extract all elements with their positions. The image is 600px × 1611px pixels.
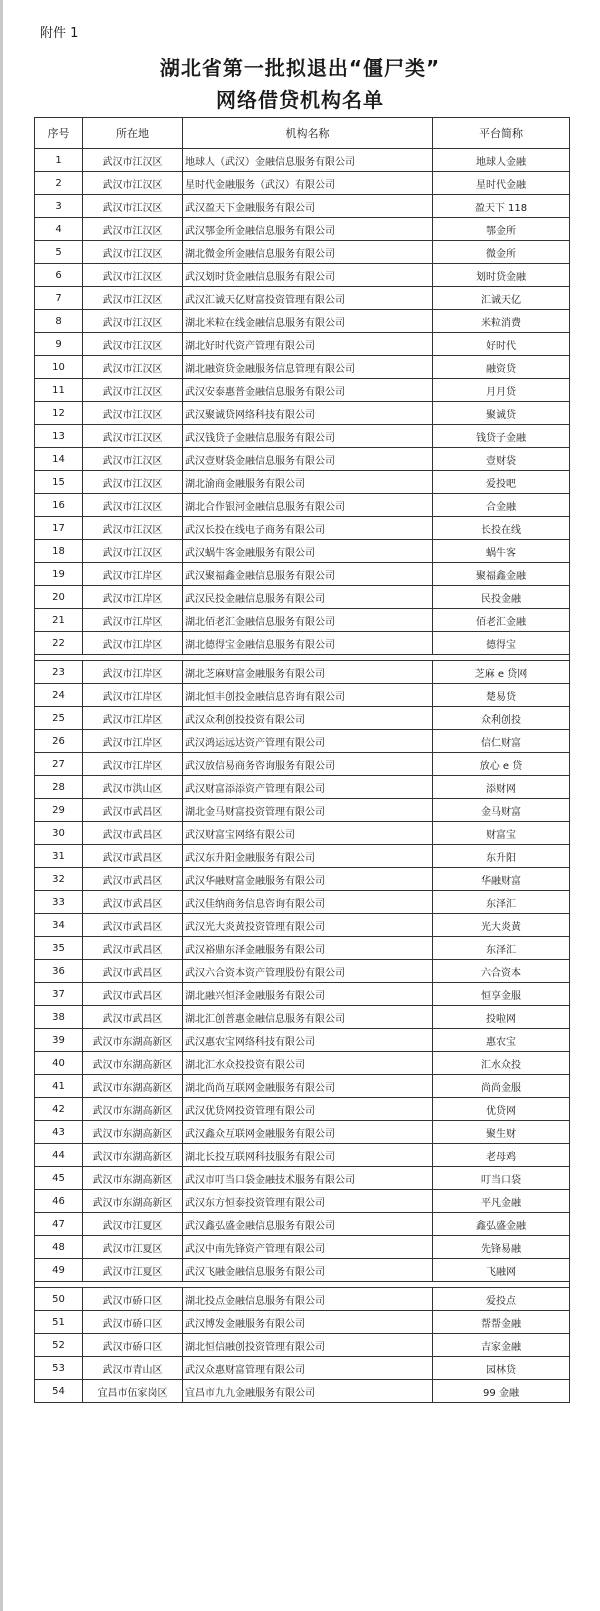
cell-location: 武汉市江岸区 <box>83 609 183 632</box>
cell-index: 45 <box>35 1167 83 1190</box>
cell-platform-short-name: 吉家金融 <box>433 1334 570 1357</box>
cell-institution-name: 湖北佰老汇金融信息服务有限公司 <box>183 609 433 632</box>
cell-institution-name: 地球人（武汉）金融信息服务有限公司 <box>183 149 433 172</box>
cell-institution-name: 武汉财富宝网络有限公司 <box>183 822 433 845</box>
cell-index: 13 <box>35 425 83 448</box>
table-row <box>35 1052 570 1075</box>
table-row <box>35 586 570 609</box>
table-row <box>35 960 570 983</box>
table-row <box>35 1213 570 1236</box>
cell-location: 武汉市武昌区 <box>83 960 183 983</box>
table-row <box>35 1075 570 1098</box>
cell-institution-name: 湖北金马财富投资管理有限公司 <box>183 799 433 822</box>
cell-platform-short-name: 蜗牛客 <box>433 540 570 563</box>
cell-platform-short-name: 民投金融 <box>433 586 570 609</box>
table-row <box>35 684 570 707</box>
cell-location: 武汉市江夏区 <box>83 1213 183 1236</box>
cell-index: 8 <box>35 310 83 333</box>
document-title-line-1: 湖北省第一批拟退出“僵尸类” <box>159 56 441 80</box>
table-row <box>35 776 570 799</box>
table-row <box>35 914 570 937</box>
cell-platform-short-name: 财富宝 <box>433 822 570 845</box>
cell-index: 33 <box>35 891 83 914</box>
cell-index: 23 <box>35 661 83 684</box>
cell-institution-name: 湖北汇水众投投资有限公司 <box>183 1052 433 1075</box>
cell-location: 武汉市江汉区 <box>83 540 183 563</box>
cell-index: 18 <box>35 540 83 563</box>
cell-institution-name: 湖北长投互联网科技服务有限公司 <box>183 1144 433 1167</box>
cell-location: 武汉市东湖高新区 <box>83 1052 183 1075</box>
cell-institution-name: 武汉鸿运远达资产管理有限公司 <box>183 730 433 753</box>
table-row <box>35 356 570 379</box>
table-row <box>35 822 570 845</box>
cell-platform-short-name: 德得宝 <box>433 632 570 655</box>
table-row <box>35 287 570 310</box>
table-row <box>35 983 570 1006</box>
cell-institution-name: 武汉盈天下金融服务有限公司 <box>183 195 433 218</box>
table-row <box>35 1190 570 1213</box>
cell-platform-short-name: 光大炎黄 <box>433 914 570 937</box>
cell-platform-short-name: 叮当口袋 <box>433 1167 570 1190</box>
cell-location: 武汉市江汉区 <box>83 218 183 241</box>
cell-index: 49 <box>35 1259 83 1282</box>
cell-index: 12 <box>35 402 83 425</box>
cell-location: 武汉市江汉区 <box>83 241 183 264</box>
cell-location: 武汉市武昌区 <box>83 822 183 845</box>
table-row <box>35 1121 570 1144</box>
table-row <box>35 1334 570 1357</box>
cell-location: 武汉市江汉区 <box>83 356 183 379</box>
cell-index: 15 <box>35 471 83 494</box>
cell-index: 50 <box>35 1288 83 1311</box>
cell-index: 44 <box>35 1144 83 1167</box>
cell-institution-name: 武汉壹财袋金融信息服务有限公司 <box>183 448 433 471</box>
cell-location: 武汉市东湖高新区 <box>83 1190 183 1213</box>
table-row <box>35 730 570 753</box>
cell-institution-name: 湖北好时代资产管理有限公司 <box>183 333 433 356</box>
table-row <box>35 425 570 448</box>
cell-institution-name: 湖北汇创普惠金融信息服务有限公司 <box>183 1006 433 1029</box>
table-row <box>35 149 570 172</box>
cell-index: 17 <box>35 517 83 540</box>
cell-index: 26 <box>35 730 83 753</box>
cell-index: 16 <box>35 494 83 517</box>
table-row <box>35 1311 570 1334</box>
cell-institution-name: 星时代金融服务（武汉）有限公司 <box>183 172 433 195</box>
cell-location: 武汉市江汉区 <box>83 172 183 195</box>
cell-institution-name: 武汉众惠财富管理有限公司 <box>183 1357 433 1380</box>
cell-location: 武汉市江汉区 <box>83 310 183 333</box>
cell-index: 36 <box>35 960 83 983</box>
left-edge-bar <box>0 0 3 1611</box>
cell-location: 武汉市武昌区 <box>83 799 183 822</box>
cell-institution-name: 武汉鑫众互联网金融服务有限公司 <box>183 1121 433 1144</box>
cell-platform-short-name: 佰老汇金融 <box>433 609 570 632</box>
cell-location: 武汉市江汉区 <box>83 149 183 172</box>
cell-platform-short-name: 融资贷 <box>433 356 570 379</box>
cell-location: 武汉市东湖高新区 <box>83 1029 183 1052</box>
cell-index: 38 <box>35 1006 83 1029</box>
cell-institution-name: 湖北融兴恒泽金融服务有限公司 <box>183 983 433 1006</box>
header-platform-short-name: 平台简称 <box>433 118 570 149</box>
cell-platform-short-name: 鑫弘盛金融 <box>433 1213 570 1236</box>
cell-index: 53 <box>35 1357 83 1380</box>
cell-index: 43 <box>35 1121 83 1144</box>
attachment-label: 附件 1 <box>40 26 79 41</box>
cell-institution-name: 武汉财富添添资产管理有限公司 <box>183 776 433 799</box>
table-row <box>35 707 570 730</box>
cell-platform-short-name: 芝麻 e 贷网 <box>433 661 570 684</box>
cell-index: 39 <box>35 1029 83 1052</box>
cell-platform-short-name: 微金所 <box>433 241 570 264</box>
table-row <box>35 540 570 563</box>
cell-institution-name: 武汉聚福鑫金融信息服务有限公司 <box>183 563 433 586</box>
cell-index: 20 <box>35 586 83 609</box>
table-row <box>35 753 570 776</box>
table-row <box>35 891 570 914</box>
cell-institution-name: 武汉安泰惠普金融信息服务有限公司 <box>183 379 433 402</box>
cell-location: 武汉市武昌区 <box>83 891 183 914</box>
cell-location: 武汉市硚口区 <box>83 1311 183 1334</box>
cell-institution-name: 湖北恒信融创投资管理有限公司 <box>183 1334 433 1357</box>
table-row <box>35 471 570 494</box>
cell-platform-short-name: 聚福鑫金融 <box>433 563 570 586</box>
cell-platform-short-name: 好时代 <box>433 333 570 356</box>
cell-location: 武汉市东湖高新区 <box>83 1167 183 1190</box>
table-row <box>35 218 570 241</box>
cell-location: 武汉市江汉区 <box>83 264 183 287</box>
table-row <box>35 937 570 960</box>
cell-location: 武汉市江岸区 <box>83 586 183 609</box>
cell-institution-name: 武汉聚诚贷网络科技有限公司 <box>183 402 433 425</box>
cell-institution-name: 武汉博发金融服务有限公司 <box>183 1311 433 1334</box>
cell-platform-short-name: 爱投点 <box>433 1288 570 1311</box>
cell-institution-name: 武汉蜗牛客金融服务有限公司 <box>183 540 433 563</box>
cell-location: 武汉市武昌区 <box>83 983 183 1006</box>
cell-platform-short-name: 投啦网 <box>433 1006 570 1029</box>
cell-index: 3 <box>35 195 83 218</box>
cell-index: 48 <box>35 1236 83 1259</box>
cell-platform-short-name: 放心 e 贷 <box>433 753 570 776</box>
cell-location: 武汉市武昌区 <box>83 914 183 937</box>
cell-index: 24 <box>35 684 83 707</box>
cell-platform-short-name: 米粒消费 <box>433 310 570 333</box>
table-body <box>35 149 570 1403</box>
cell-index: 30 <box>35 822 83 845</box>
table-row <box>35 1380 570 1403</box>
cell-platform-short-name: 老母鸡 <box>433 1144 570 1167</box>
cell-location: 武汉市江汉区 <box>83 379 183 402</box>
cell-location: 武汉市东湖高新区 <box>83 1075 183 1098</box>
cell-index: 27 <box>35 753 83 776</box>
cell-platform-short-name: 合金融 <box>433 494 570 517</box>
cell-institution-name: 武汉市叮当口袋金融技术服务有限公司 <box>183 1167 433 1190</box>
table-row <box>35 1167 570 1190</box>
cell-index: 31 <box>35 845 83 868</box>
cell-platform-short-name: 惠农宝 <box>433 1029 570 1052</box>
table-header <box>35 118 570 149</box>
header-location: 所在地 <box>83 118 183 149</box>
cell-location: 武汉市江岸区 <box>83 707 183 730</box>
cell-institution-name: 武汉划时贷金融信息服务有限公司 <box>183 264 433 287</box>
cell-index: 4 <box>35 218 83 241</box>
cell-institution-name: 武汉东升阳金融服务有限公司 <box>183 845 433 868</box>
table-row <box>35 1029 570 1052</box>
cell-location: 武汉市江岸区 <box>83 753 183 776</box>
cell-index: 28 <box>35 776 83 799</box>
cell-location: 武汉市江汉区 <box>83 333 183 356</box>
cell-platform-short-name: 恒享金服 <box>433 983 570 1006</box>
cell-platform-short-name: 东升阳 <box>433 845 570 868</box>
cell-platform-short-name: 园林贷 <box>433 1357 570 1380</box>
table-row <box>35 609 570 632</box>
cell-institution-name: 湖北米粒在线金融信息服务有限公司 <box>183 310 433 333</box>
cell-institution-name: 武汉华融财富金融服务有限公司 <box>183 868 433 891</box>
cell-location: 武汉市江汉区 <box>83 402 183 425</box>
cell-institution-name: 武汉众利创投投资有限公司 <box>183 707 433 730</box>
cell-institution-name: 武汉民投金融信息服务有限公司 <box>183 586 433 609</box>
cell-platform-short-name: 长投在线 <box>433 517 570 540</box>
table-row <box>35 517 570 540</box>
cell-platform-short-name: 星时代金融 <box>433 172 570 195</box>
cell-platform-short-name: 东泽汇 <box>433 937 570 960</box>
cell-index: 11 <box>35 379 83 402</box>
cell-index: 2 <box>35 172 83 195</box>
cell-platform-short-name: 鄂金所 <box>433 218 570 241</box>
cell-index: 21 <box>35 609 83 632</box>
cell-institution-name: 武汉放信易商务咨询服务有限公司 <box>183 753 433 776</box>
header-institution-name: 机构名称 <box>183 118 433 149</box>
cell-institution-name: 湖北投点金融信息服务有限公司 <box>183 1288 433 1311</box>
cell-platform-short-name: 平凡金融 <box>433 1190 570 1213</box>
cell-platform-short-name: 东泽汇 <box>433 891 570 914</box>
document-title-line-2: 网络借贷机构名单 <box>216 88 384 112</box>
cell-platform-short-name: 华融财富 <box>433 868 570 891</box>
table-row <box>35 241 570 264</box>
cell-location: 武汉市武昌区 <box>83 868 183 891</box>
cell-platform-short-name: 众利创投 <box>433 707 570 730</box>
table-row <box>35 868 570 891</box>
cell-index: 32 <box>35 868 83 891</box>
cell-location: 武汉市江岸区 <box>83 632 183 655</box>
cell-index: 5 <box>35 241 83 264</box>
cell-platform-short-name: 钱贷子金融 <box>433 425 570 448</box>
cell-platform-short-name: 优贷网 <box>433 1098 570 1121</box>
cell-institution-name: 湖北微金所金融信息服务有限公司 <box>183 241 433 264</box>
cell-location: 武汉市江汉区 <box>83 471 183 494</box>
cell-index: 35 <box>35 937 83 960</box>
cell-institution-name: 武汉优贷网投资管理有限公司 <box>183 1098 433 1121</box>
cell-index: 7 <box>35 287 83 310</box>
cell-platform-short-name: 添财网 <box>433 776 570 799</box>
cell-institution-name: 武汉长投在线电子商务有限公司 <box>183 517 433 540</box>
cell-institution-name: 武汉汇诚天亿财富投资管理有限公司 <box>183 287 433 310</box>
cell-institution-name: 武汉鄂金所金融信息服务有限公司 <box>183 218 433 241</box>
cell-location: 武汉市江汉区 <box>83 425 183 448</box>
cell-location: 武汉市江汉区 <box>83 195 183 218</box>
cell-platform-short-name: 爱投吧 <box>433 471 570 494</box>
cell-platform-short-name: 盈天下 118 <box>433 195 570 218</box>
table-row <box>35 1098 570 1121</box>
cell-index: 10 <box>35 356 83 379</box>
table-row <box>35 379 570 402</box>
cell-institution-name: 湖北尚尚互联网金融服务有限公司 <box>183 1075 433 1098</box>
table-row <box>35 333 570 356</box>
cell-location: 武汉市东湖高新区 <box>83 1144 183 1167</box>
cell-platform-short-name: 划时贷金融 <box>433 264 570 287</box>
cell-institution-name: 武汉鑫弘盛金融信息服务有限公司 <box>183 1213 433 1236</box>
cell-platform-short-name: 六合资本 <box>433 960 570 983</box>
table-row <box>35 1236 570 1259</box>
cell-index: 54 <box>35 1380 83 1403</box>
cell-index: 46 <box>35 1190 83 1213</box>
cell-institution-name: 湖北融资贷金融服务信息管理有限公司 <box>183 356 433 379</box>
cell-institution-name: 武汉光大炎黄投资管理有限公司 <box>183 914 433 937</box>
cell-location: 武汉市江汉区 <box>83 287 183 310</box>
cell-location: 武汉市硚口区 <box>83 1334 183 1357</box>
cell-index: 25 <box>35 707 83 730</box>
cell-location: 武汉市武昌区 <box>83 937 183 960</box>
cell-platform-short-name: 尚尚金服 <box>433 1075 570 1098</box>
cell-location: 武汉市东湖高新区 <box>83 1098 183 1121</box>
table-row <box>35 195 570 218</box>
cell-index: 40 <box>35 1052 83 1075</box>
cell-location: 武汉市江岸区 <box>83 730 183 753</box>
cell-platform-short-name: 金马财富 <box>433 799 570 822</box>
table-row <box>35 845 570 868</box>
cell-platform-short-name: 楚易贷 <box>433 684 570 707</box>
institution-list-table <box>34 117 570 1403</box>
cell-platform-short-name: 聚诚贷 <box>433 402 570 425</box>
table-row <box>35 1144 570 1167</box>
cell-institution-name: 宜昌市九九金融服务有限公司 <box>183 1380 433 1403</box>
cell-location: 武汉市江夏区 <box>83 1259 183 1282</box>
cell-location: 武汉市江岸区 <box>83 684 183 707</box>
cell-index: 41 <box>35 1075 83 1098</box>
table-row <box>35 264 570 287</box>
table-row <box>35 661 570 684</box>
cell-institution-name: 湖北德得宝金融信息服务有限公司 <box>183 632 433 655</box>
cell-location: 武汉市武昌区 <box>83 845 183 868</box>
table-row <box>35 448 570 471</box>
cell-institution-name: 湖北渝商金融服务有限公司 <box>183 471 433 494</box>
cell-institution-name: 武汉佳纳商务信息咨询有限公司 <box>183 891 433 914</box>
cell-institution-name: 武汉惠农宝网络科技有限公司 <box>183 1029 433 1052</box>
cell-index: 19 <box>35 563 83 586</box>
cell-platform-short-name: 壹财袋 <box>433 448 570 471</box>
cell-location: 武汉市武昌区 <box>83 1006 183 1029</box>
cell-institution-name: 武汉裕鼎东泽金融服务有限公司 <box>183 937 433 960</box>
cell-institution-name: 武汉六合资本资产管理股份有限公司 <box>183 960 433 983</box>
cell-platform-short-name: 聚生财 <box>433 1121 570 1144</box>
table-row <box>35 310 570 333</box>
cell-platform-short-name: 先锋易融 <box>433 1236 570 1259</box>
cell-institution-name: 湖北合作银河金融信息服务有限公司 <box>183 494 433 517</box>
cell-platform-short-name: 信仁财富 <box>433 730 570 753</box>
cell-platform-short-name: 汇水众投 <box>433 1052 570 1075</box>
cell-index: 6 <box>35 264 83 287</box>
table-row <box>35 1259 570 1282</box>
header-index: 序号 <box>35 118 83 149</box>
cell-location: 武汉市江汉区 <box>83 494 183 517</box>
cell-location: 宜昌市伍家岗区 <box>83 1380 183 1403</box>
cell-index: 51 <box>35 1311 83 1334</box>
cell-location: 武汉市青山区 <box>83 1357 183 1380</box>
cell-index: 29 <box>35 799 83 822</box>
table-row <box>35 172 570 195</box>
cell-location: 武汉市江岸区 <box>83 661 183 684</box>
cell-location: 武汉市江汉区 <box>83 517 183 540</box>
cell-location: 武汉市东湖高新区 <box>83 1121 183 1144</box>
cell-platform-short-name: 99 金融 <box>433 1380 570 1403</box>
cell-index: 52 <box>35 1334 83 1357</box>
cell-index: 37 <box>35 983 83 1006</box>
cell-index: 47 <box>35 1213 83 1236</box>
table-row <box>35 494 570 517</box>
cell-institution-name: 武汉钱贷子金融信息服务有限公司 <box>183 425 433 448</box>
cell-location: 武汉市江岸区 <box>83 563 183 586</box>
cell-location: 武汉市江汉区 <box>83 448 183 471</box>
cell-platform-short-name: 地球人金融 <box>433 149 570 172</box>
cell-index: 1 <box>35 149 83 172</box>
cell-index: 14 <box>35 448 83 471</box>
cell-platform-short-name: 月月贷 <box>433 379 570 402</box>
cell-index: 34 <box>35 914 83 937</box>
table-row <box>35 799 570 822</box>
cell-platform-short-name: 帮帮金融 <box>433 1311 570 1334</box>
cell-institution-name: 武汉东方恒泰投资管理有限公司 <box>183 1190 433 1213</box>
cell-index: 42 <box>35 1098 83 1121</box>
table-row <box>35 632 570 655</box>
table-row <box>35 1357 570 1380</box>
table-row <box>35 1288 570 1311</box>
cell-index: 22 <box>35 632 83 655</box>
cell-institution-name: 武汉中南先锋资产管理有限公司 <box>183 1236 433 1259</box>
cell-institution-name: 武汉飞融金融信息服务有限公司 <box>183 1259 433 1282</box>
table-row <box>35 402 570 425</box>
table-row <box>35 1006 570 1029</box>
cell-institution-name: 湖北芝麻财富金融服务有限公司 <box>183 661 433 684</box>
cell-location: 武汉市硚口区 <box>83 1288 183 1311</box>
table-header-row <box>35 118 570 149</box>
cell-location: 武汉市江夏区 <box>83 1236 183 1259</box>
cell-location: 武汉市洪山区 <box>83 776 183 799</box>
cell-platform-short-name: 飞融网 <box>433 1259 570 1282</box>
cell-institution-name: 湖北恒丰创投金融信息咨询有限公司 <box>183 684 433 707</box>
institution-list-table-wrapper <box>34 117 569 1403</box>
cell-platform-short-name: 汇诚天亿 <box>433 287 570 310</box>
cell-index: 9 <box>35 333 83 356</box>
table-row <box>35 563 570 586</box>
